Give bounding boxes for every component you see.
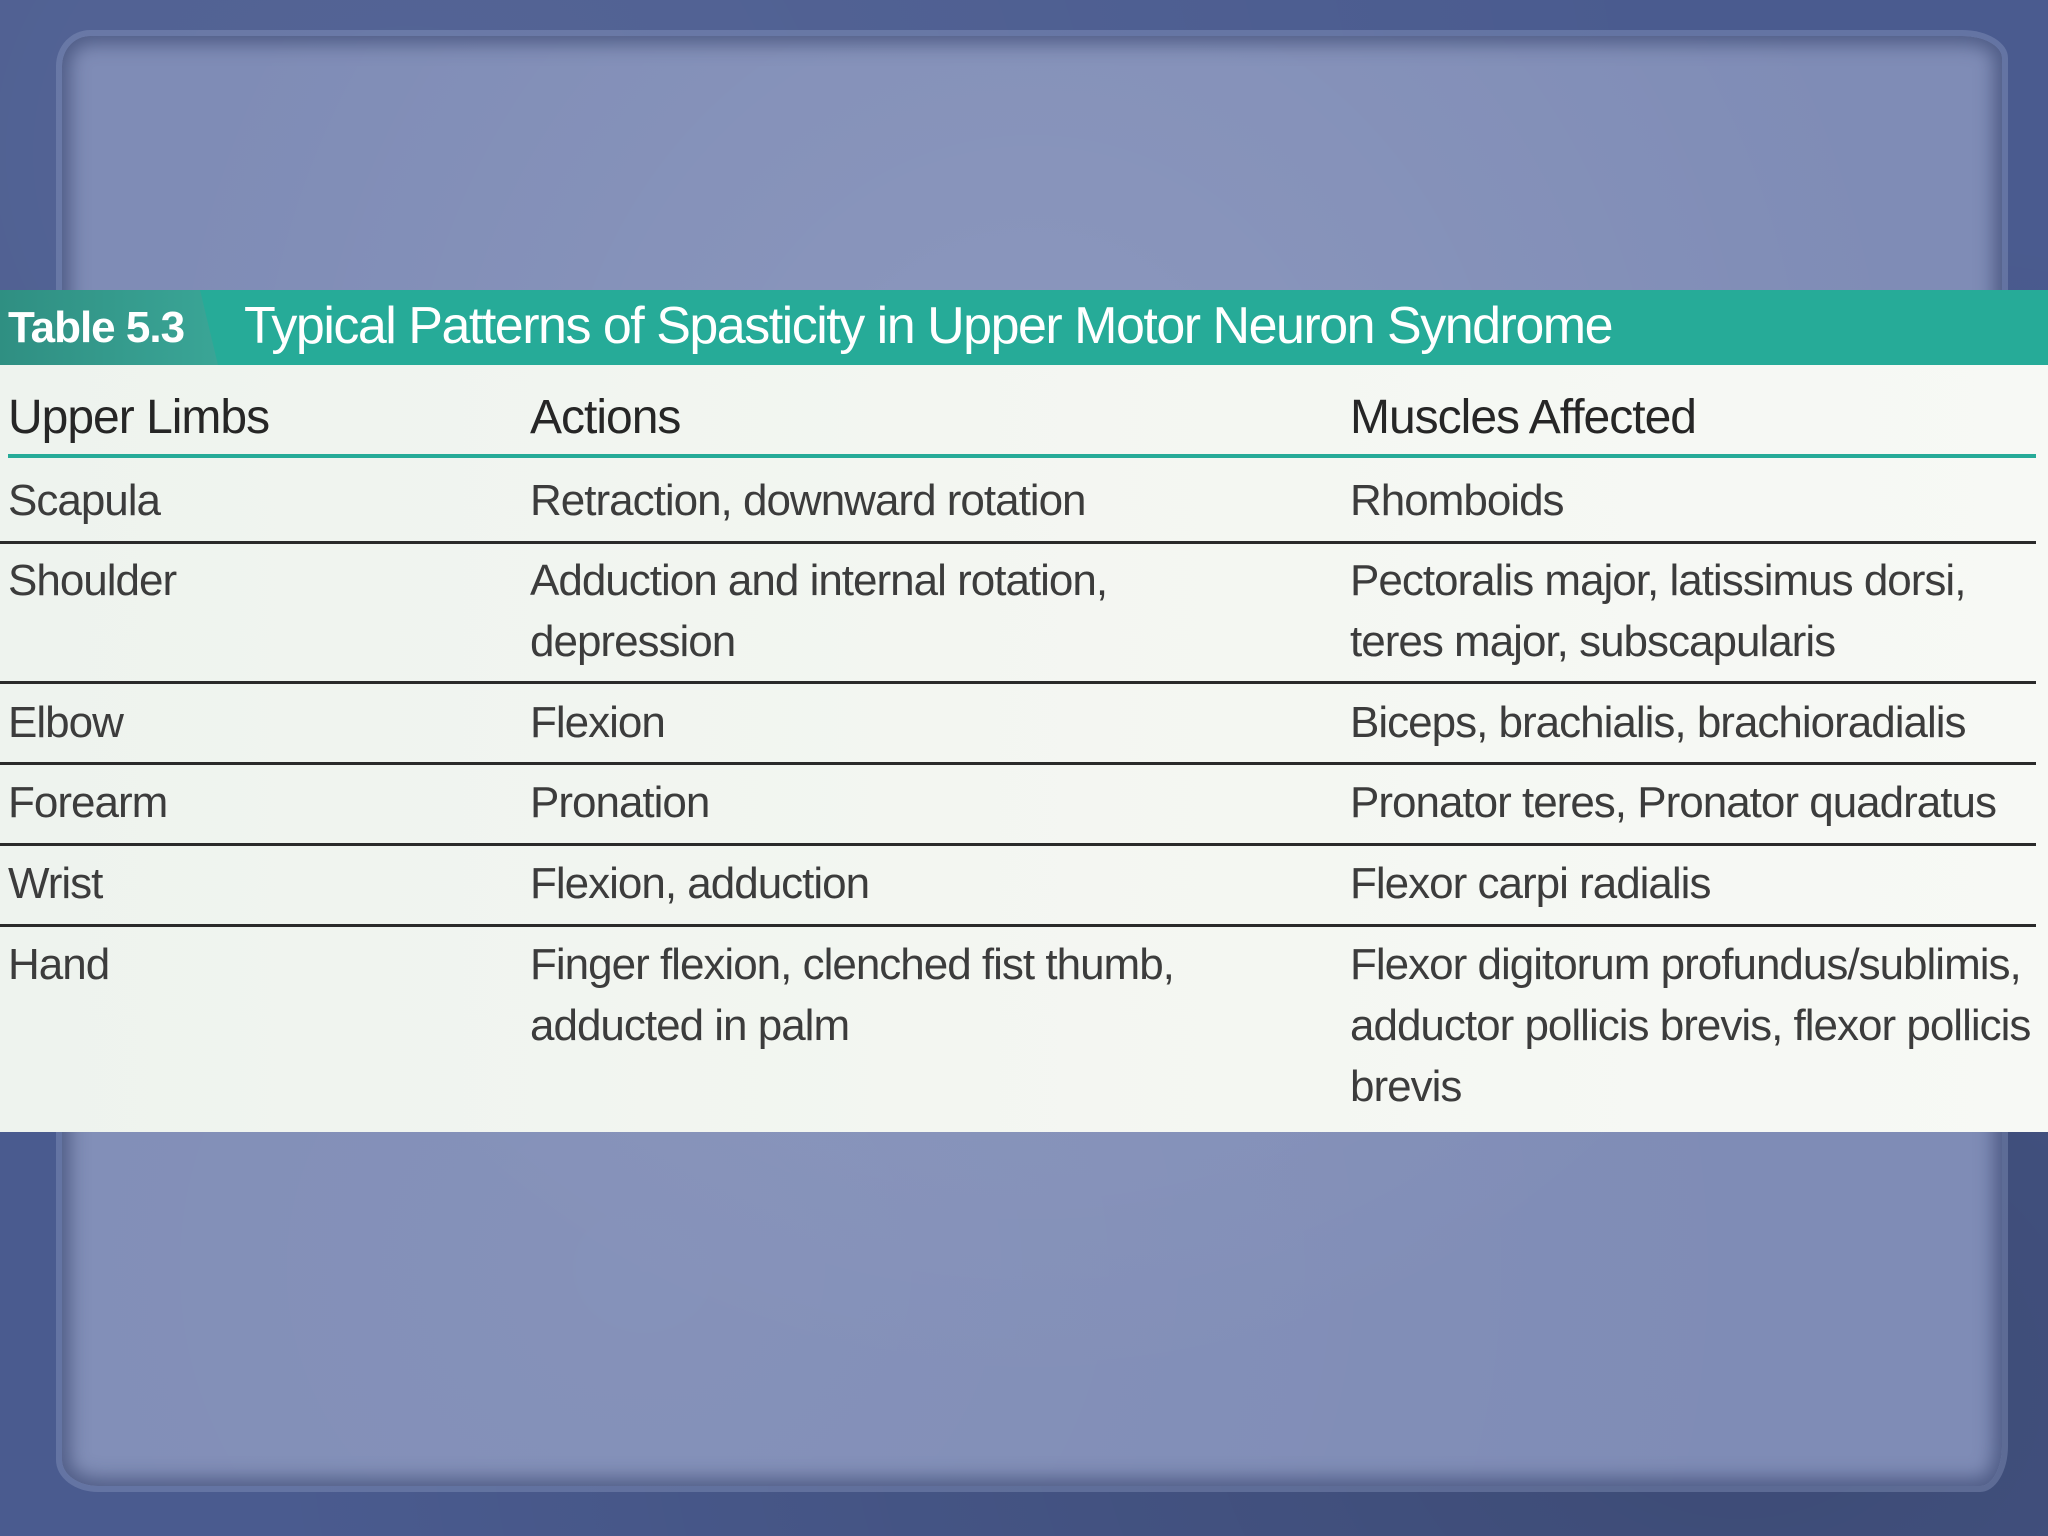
table-label: Table 5.3 <box>8 303 185 352</box>
cell-muscles: Pronator teres, Pronator quadratus <box>1350 778 1996 827</box>
row-divider <box>0 541 2036 544</box>
table-title-bar <box>0 290 2048 365</box>
column-header-muscles-affected: Muscles Affected <box>1350 391 1696 444</box>
column-header-upper-limbs: Upper Limbs <box>8 391 270 444</box>
cell-limb: Shoulder <box>8 556 177 605</box>
cell-action: Adduction and internal rotation, depression <box>530 556 1108 666</box>
cell-muscles: Pectoralis major, latissimus dorsi, teres major, subscapularis <box>1350 556 1966 666</box>
header-rule <box>8 454 2036 458</box>
cell-muscles: Flexor carpi radialis <box>1350 859 1711 908</box>
cell-limb: Forearm <box>8 778 168 827</box>
column-header-actions: Actions <box>530 391 681 444</box>
row-divider <box>0 924 2036 927</box>
cell-action: Flexion, adduction <box>530 859 870 908</box>
cell-limb: Wrist <box>8 859 103 908</box>
cell-action: Pronation <box>530 778 710 827</box>
cell-muscles: Flexor digitorum profundus/sublimis, adductor pollicis brevis, flexor pollicis brevis <box>1350 940 2031 1111</box>
row-divider <box>0 681 2036 684</box>
cell-limb: Elbow <box>8 698 123 747</box>
cell-muscles: Rhomboids <box>1350 476 1564 525</box>
cell-limb: Hand <box>8 940 110 989</box>
row-divider <box>0 762 2036 765</box>
cell-action: Finger flexion, clenched fist thumb, adducted in palm <box>530 940 1174 1050</box>
table-title: Typical Patterns of Spasticity in Upper Motor Neuron Syndrome <box>244 297 1613 355</box>
spasticity-table <box>0 290 2048 1132</box>
cell-muscles: Biceps, brachialis, brachioradialis <box>1350 698 1966 747</box>
row-divider <box>0 843 2036 846</box>
cell-action: Flexion <box>530 698 665 747</box>
cell-limb: Scapula <box>8 476 161 525</box>
cell-action: Retraction, downward rotation <box>530 476 1086 525</box>
